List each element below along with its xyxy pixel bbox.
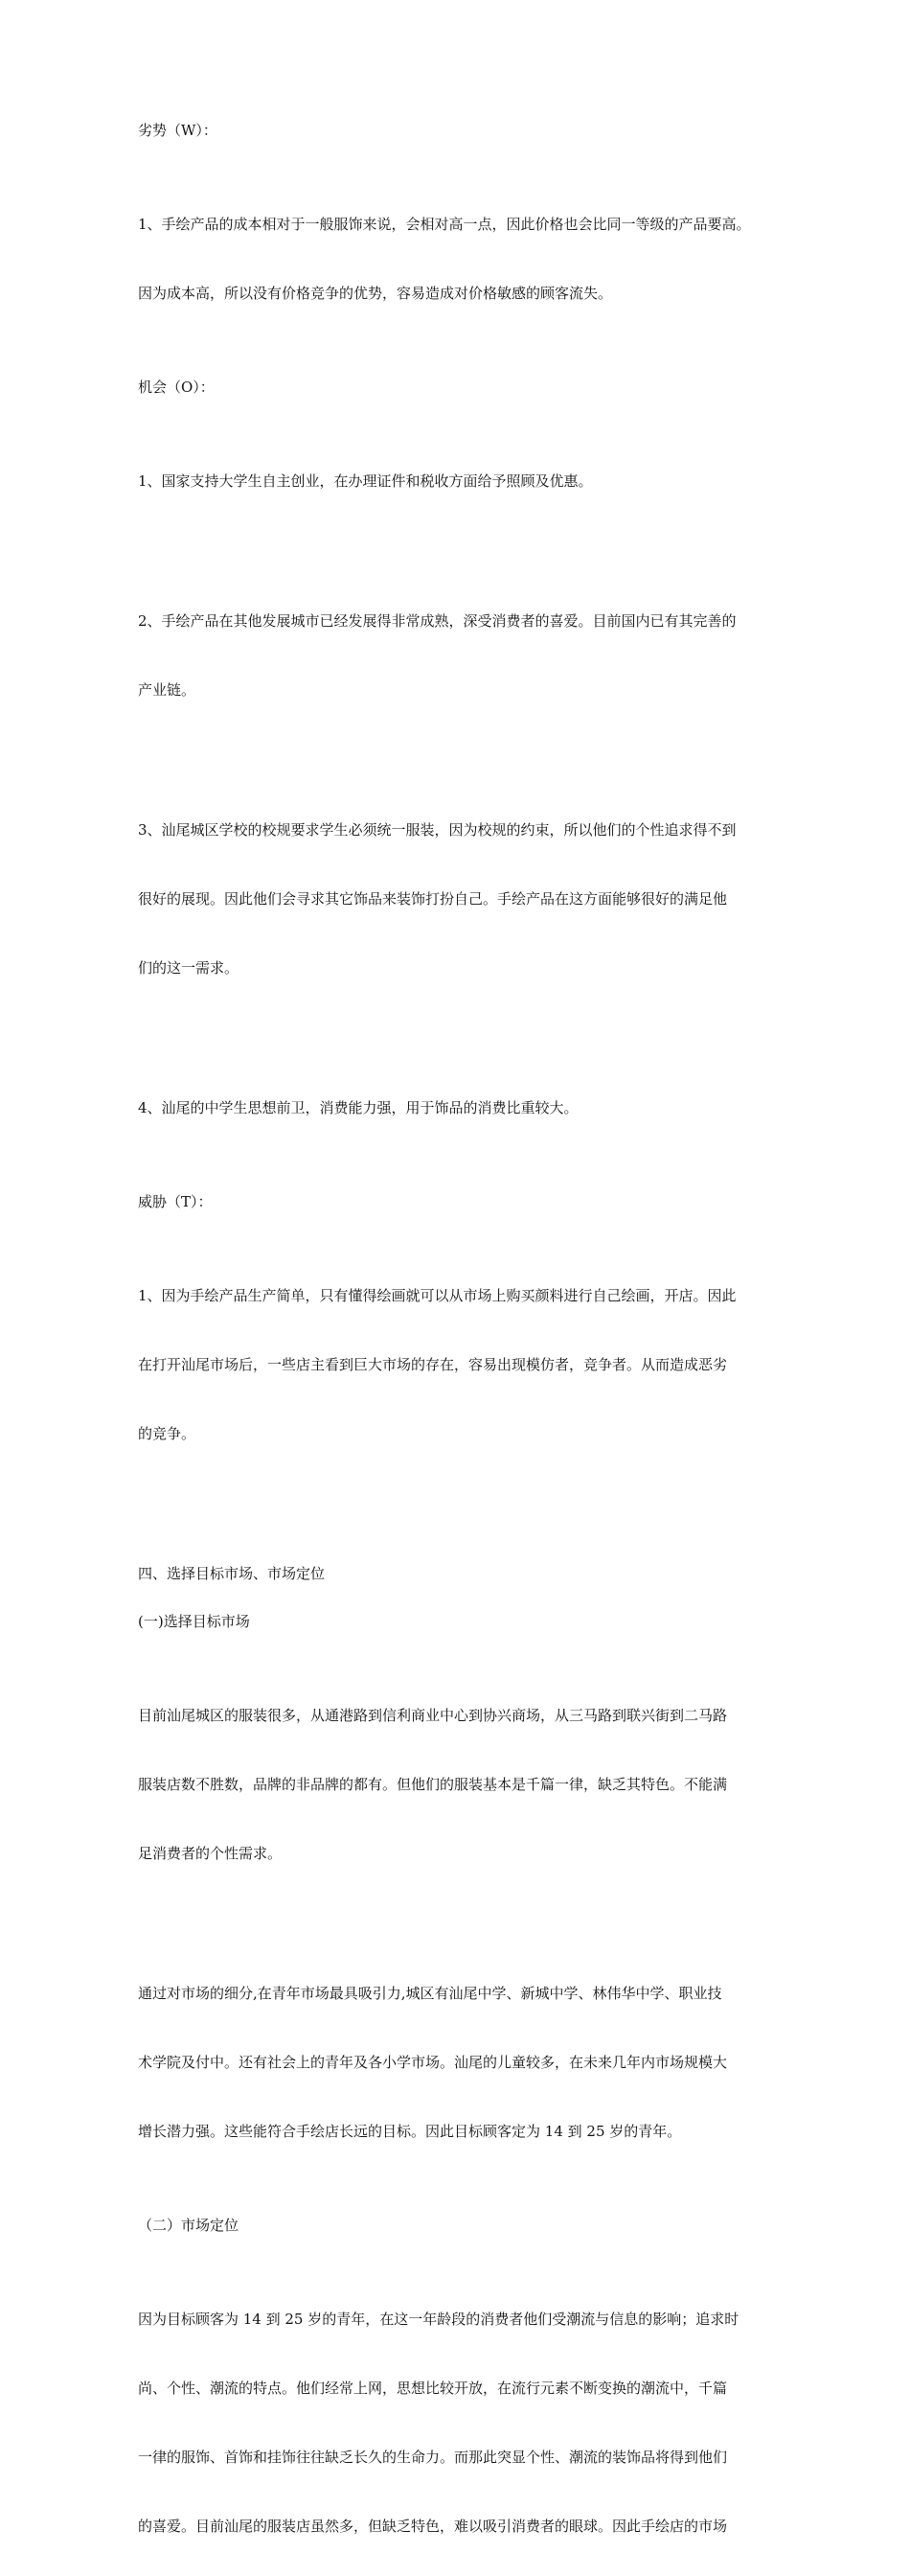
text-line: 1、国家支持大学生自主创业，在办理证件和税收方面给予照顾及优惠。 bbox=[138, 472, 593, 490]
text-line: 1、因为手绘产品生产简单，只有懂得绘画就可以从市场上购买颜料进行自己绘画，开店。因此 bbox=[138, 1287, 737, 1304]
weakness-heading: 劣势（W）： bbox=[138, 122, 217, 139]
text-line: 1、手绘产品的成本相对于一般服饰来说，会相对高一点，因此价格也会比同一等级的产品要高。 bbox=[138, 216, 751, 233]
text-line: 一律的服饰、首饰和挂饰往往缺乏长久的生命力。而那此突显个性、潮流的装饰品将得到他们 bbox=[138, 2449, 728, 2466]
text-line: 3、汕尾城区学校的校规要求学生必须统一服装，因为校规的约束，所以他们的个性追求得不到 bbox=[138, 821, 737, 839]
text-line: 很好的展现。因此他们会寻求其它饰品来装饰打扮自己。手绘产品在这方面能够很好的满足他 bbox=[138, 890, 728, 908]
opportunity-paragraph-2 bbox=[138, 564, 774, 748]
sub1-paragraph-2 bbox=[138, 1936, 774, 2189]
sub2-paragraph-1 bbox=[138, 2262, 774, 2576]
document-page bbox=[138, 119, 774, 2576]
sub1-heading: (一)选择目标市场 bbox=[138, 1613, 250, 1630]
text-line: 因为目标顾客为 14 到 25 岁的青年，在这一年龄段的消费者他们受潮流与信息的影响；追求时 bbox=[138, 2311, 739, 2328]
threat-paragraph-1 bbox=[138, 1238, 774, 1491]
weakness-paragraph-1 bbox=[138, 167, 774, 351]
sub2-heading: （二）市场定位 bbox=[138, 2217, 239, 2234]
opportunity-heading: 机会（O）： bbox=[138, 379, 215, 396]
text-line: 尚、个性、潮流的特点。他们经常上网，思想比较开放，在流行元素不断变换的潮流中，千篇 bbox=[138, 2380, 728, 2397]
opportunity-paragraph-3 bbox=[138, 772, 774, 1025]
text-line: 2、手绘产品在其他发展城市已经发展得非常成熟，深受消费者的喜爱。目前国内已有其完善的 bbox=[138, 612, 737, 630]
text-line: 们的这一需求。 bbox=[138, 959, 239, 977]
sub1-paragraph-1 bbox=[138, 1658, 774, 1911]
text-line: 的喜爱。目前汕尾的服装店虽然多，但缺乏特色，难以吸引消费者的眼球。因此手绘店的市场 bbox=[138, 2518, 728, 2535]
text-line: 目前汕尾城区的服装很多，从通港路到信利商业中心到协兴商场，从三马路到联兴街到二马路 bbox=[138, 1707, 728, 1724]
text-line: 产业链。 bbox=[138, 681, 196, 699]
text-line: 的竞争。 bbox=[138, 1425, 196, 1442]
text-line: 通过对市场的细分,在青年市场最具吸引力,城区有汕尾中学、新城中学、林伟华中学、职业技 bbox=[138, 1985, 722, 2002]
text-line: 服装店数不胜数，品牌的非品牌的都有。但他们的服装基本是千篇一律，缺乏其特色。不能满 bbox=[138, 1776, 728, 1793]
section4-heading: 四、选择目标市场、市场定位 bbox=[138, 1565, 326, 1582]
text-line: 足消费者的个性需求。 bbox=[138, 1845, 283, 1862]
opportunity-paragraph-4 bbox=[138, 1050, 774, 1165]
opportunity-paragraph-1 bbox=[138, 424, 774, 539]
threat-heading: 威胁（T）： bbox=[138, 1193, 213, 1210]
text-line: 术学院及付中。还有社会上的青年及各小学市场。汕尾的儿童较多，在未来几年内市场规模大 bbox=[138, 2054, 728, 2071]
text-line: 增长潜力强。这些能符合手绘店长远的目标。因此目标顾客定为 14 到 25 岁的青年。 bbox=[138, 2123, 682, 2140]
text-line: 在打开汕尾市场后，一些店主看到巨大市场的存在，容易出现模仿者，竞争者。从而造成恶劣 bbox=[138, 1356, 728, 1373]
text-line: 4、汕尾的中学生思想前卫，消费能力强，用于饰品的消费比重较大。 bbox=[138, 1099, 579, 1116]
text-line: 因为成本高，所以没有价格竞争的优势，容易造成对价格敏感的顾客流失。 bbox=[138, 285, 613, 302]
